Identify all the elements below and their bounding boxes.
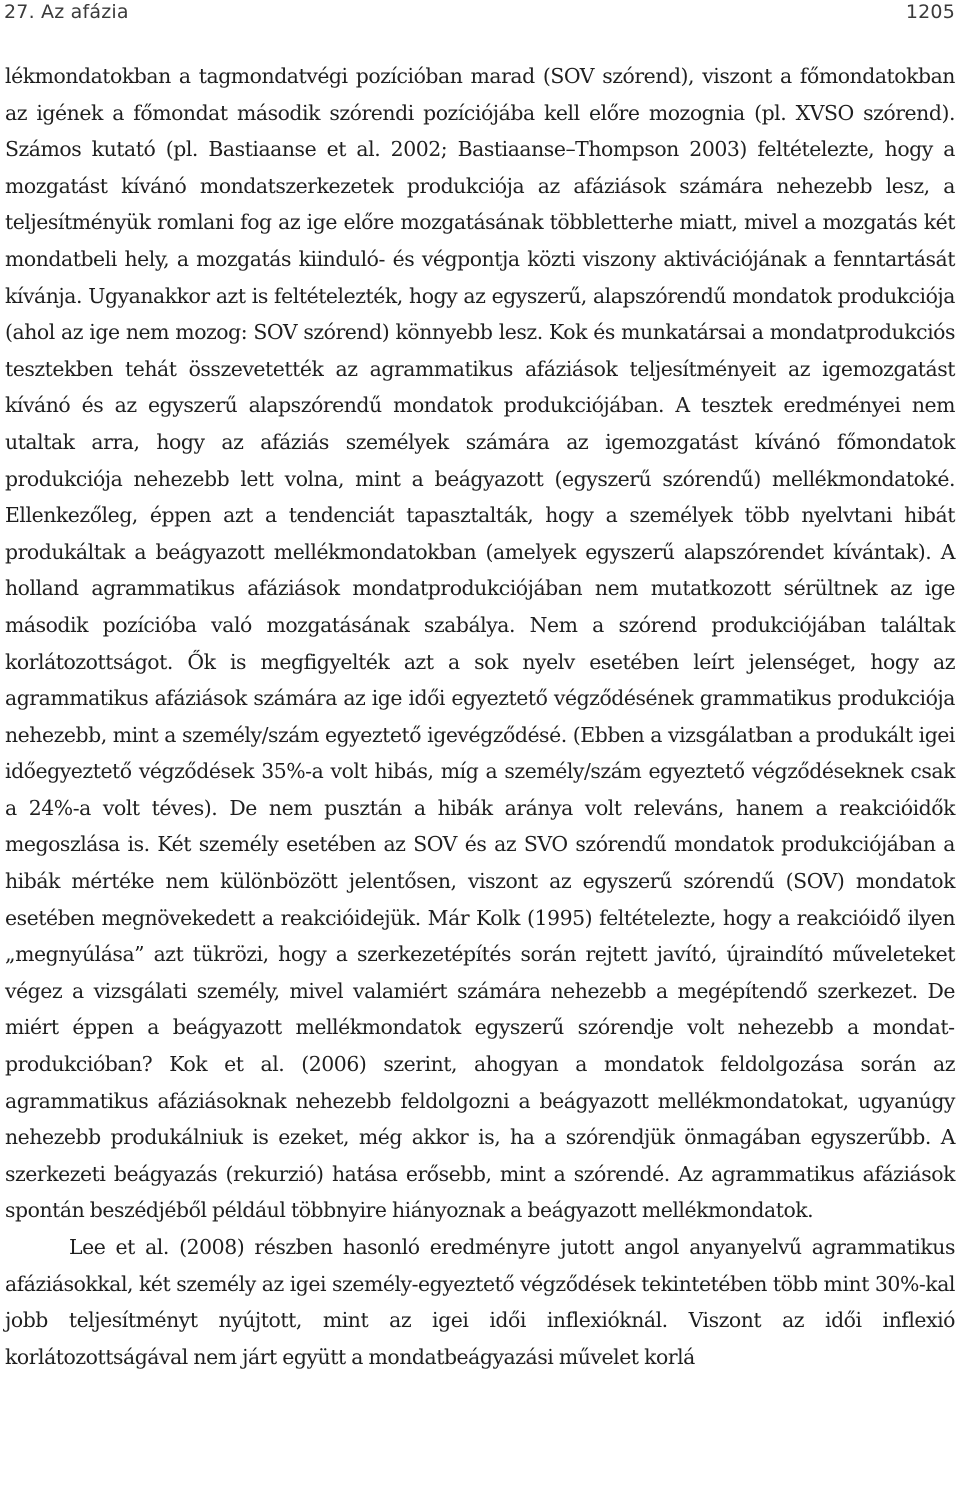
paragraph: lékmondatokban a tagmondatvégi pozícióban marad (SOV szórend), viszont a főmondatokban az igének a főmondat második szórendi pozíciójába kell előre mozognia (pl. XVSO szórend). Számos kutató (pl. Bastiaanse et al. 2002; Bastiaanse–Thompson 2003) feltételezte, hogy a mozgatást kívánó mondatszerkezetek produkciója az afáziások számára nehezebb lesz, a teljesítményük romlani fog az ige előre mozgatásának többletterhe miatt, mivel a mozgatás két mondatbeli hely, a mozgatás kiinduló- és végpontja közti viszony aktivációjának a fenntartását kívánja. Ugyanakkor azt is feltételezték, hogy az egyszerű, alapszórendű mondatok produkciója (ahol az ige nem mozog: SOV szórend) könnyebb lesz. Kok és munkatársai a mondatprodukciós tesztekben tehát összevetették az agrammatikus afáziások teljesítményeit az igemozgatást kívánó és az egyszerű alapszórendű mondatok produkciójában. A tesztek eredményei nem utaltak arra, hogy az afáziás személyek számára az igemozgatást kívánó főmondatok produkciója nehezebb lett volna, mint a beágyazott (egyszerű szórendű) mellékmondatoké. Ellenkezőleg, éppen azt a tendenciát tapasztalták, hogy a személyek több nyelvtani hibát produkáltak a beágyazott mellékmondatokban (amelyek egyszerű alapszórendet kívántak). A holland agrammatikus afáziások mondatprodukciójában nem mutatkozott sérültnek az ige második pozícióba való mozgatásának szabálya. Nem a szórend produkciójában találtak korlátozottságot. Ők is megfigyelték azt a sok nyelv esetében leírt jelenséget, hogy az agrammatikus afáziások számára az ige idői egyeztető végződésének grammatikus produkciója nehezebb, mint a személy/szám egyeztető igevégződésé. (Ebben a vizsgálatban a produkált igei időegyeztető végződések 35%-a volt hibás, míg a személy/szám egyeztető végződéseknek csak a 24%-a volt téves). De nem pusztán a hibák aránya volt releváns, hanem a reakcióidők megoszlása is. Két személy esetében az SOV és az SVO szórendű mondatok produkciójában a hibák mértéke nem különbözött jelentősen, viszont az egyszerű szórendű (SOV) mondatok esetében megnövekedett a reakcióidejük. Már Kolk (1995) feltételezte, hogy a reakcióidő ilyen „megnyúlása” azt tükrözi, hogy a szerkezetépítés során rejtett javító, újraindító műveleteket végez a vizsgálati személy, mivel valamiért számára nehezebb a megépítendő szerkezet. De miért éppen a beágyazott mellékmondatok egyszerű szórendje volt nehezebb a mondatprodukcióban? Kok et al. (2006) szerint, ahogyan a mondatok feldolgozása során az agrammatikus afáziásoknak nehezebb feldolgozni a beágyazott mellékmondatokat, ugyanúgy nehezebb produkálniuk is ezeket, még akkor is, ha a szórendjük önmagában egyszerűbb. A szerkezeti beágyazás (rekurzió) hatása erősebb, mint a szórendé. Az agrammatikus afáziások spontán beszédjéből például többnyire hiányoznak a beágyazott mellékmondatok. bbox=[5, 64, 955, 1223]
paragraph: Lee et al. (2008) részben hasonló eredményre jutott angol anyanyelvű agrammatikus afáziásokkal, két személy az igei személy-egyeztető végződések tekintetében több mint 30%-kal jobb teljesítményt nyújtott, mint az igei idői inflexióknál. Viszont az idői inflexió korlátozottságával nem járt együtt a mondatbeágyazási művelet korlá bbox=[5, 1235, 955, 1369]
page-number: 1205 bbox=[905, 1, 955, 23]
page-header bbox=[0, 0, 960, 26]
body-text bbox=[5, 58, 955, 1375]
running-title: 27. Az afázia bbox=[4, 1, 129, 23]
